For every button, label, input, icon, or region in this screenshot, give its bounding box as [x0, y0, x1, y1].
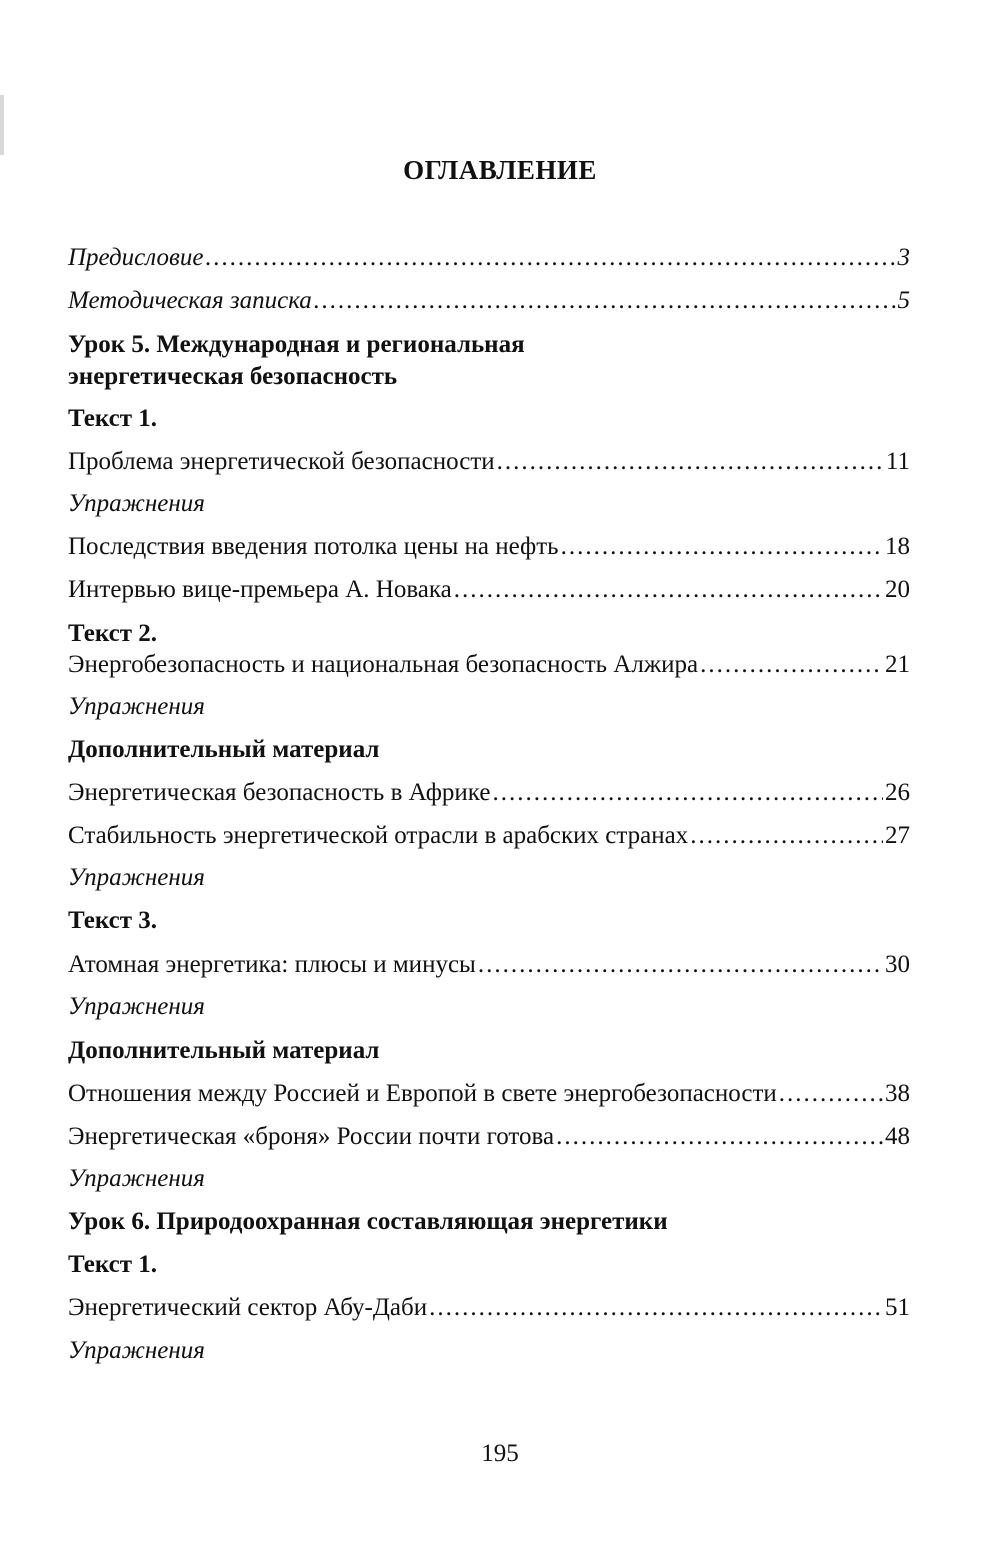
toc-entry: [68, 1293, 910, 1323]
toc-entry: [68, 243, 910, 273]
toc-entry-page: 30: [885, 951, 910, 978]
toc-entry-title: Стабильность энергетической отрасли в арабских странах: [68, 822, 689, 849]
toc-entry-page: 11: [885, 448, 910, 475]
toc-entry: [68, 532, 910, 562]
toc-subheading: Упражнения: [68, 1337, 205, 1364]
toc-entry-title: Атомная энергетика: плюсы и минусы: [68, 951, 476, 978]
toc-heading: Дополнительный материал: [68, 1037, 380, 1064]
toc-heading: энергетическая безопасность: [68, 363, 398, 390]
toc-heading: Дополнительный материал: [68, 736, 380, 763]
toc-title: ОГЛАВЛЕНИЕ: [403, 155, 597, 185]
toc-entry: [68, 1122, 910, 1152]
toc-subheading: Упражнения: [68, 864, 205, 891]
toc-subheading: Упражнения: [68, 993, 205, 1020]
toc-entry-page: 51: [885, 1294, 910, 1321]
toc-entry-title: Методическая записка: [68, 287, 312, 314]
toc-entry: [68, 650, 910, 680]
toc-entry-title: Проблема энергетической безопасности: [68, 448, 495, 475]
toc-entry-page: 48: [885, 1123, 910, 1150]
toc-entry-title: Предисловие: [68, 244, 204, 271]
toc-leader-dots: [779, 1079, 883, 1109]
toc-entry: [68, 447, 910, 477]
toc-entry: [68, 575, 910, 605]
toc-leader-dots: [478, 950, 883, 980]
toc-entry: [68, 1079, 910, 1109]
toc-entry-page: 20: [885, 576, 910, 603]
toc-entry: [68, 950, 910, 980]
toc-leader-dots: [561, 532, 883, 562]
toc-entry: [68, 778, 910, 808]
toc-heading: Текст 3.: [68, 907, 157, 934]
toc-entry-page: 18: [885, 533, 910, 560]
toc-subheading: Упражнения: [68, 693, 205, 720]
toc-leader-dots: [454, 575, 883, 605]
toc-leader-dots: [429, 1293, 883, 1323]
toc-leader-dots: [497, 447, 884, 477]
toc-subheading: Упражнения: [68, 1165, 205, 1192]
toc-subheading: Упражнения: [68, 490, 205, 517]
toc-leader-dots: [690, 821, 883, 851]
toc-entry-page: 38: [885, 1080, 910, 1107]
toc-leader-dots: [700, 650, 883, 680]
toc-heading: Текст 1.: [68, 405, 157, 432]
toc-entry-page: 27: [885, 822, 910, 849]
toc-heading: Урок 5. Международная и региональная: [68, 331, 525, 358]
toc-entry-title: Энергетическая «броня» России почти готова: [68, 1123, 555, 1150]
toc-entry-page: 5: [897, 287, 910, 314]
toc-leader-dots: [205, 243, 895, 273]
toc-entry-title: Отношения между Россией и Европой в свете энергобезопасности: [68, 1080, 777, 1107]
toc-entry-title: Энергетический сектор Абу-Даби: [68, 1294, 428, 1321]
toc-entry: [68, 821, 910, 851]
toc-heading: Текст 2.: [68, 620, 157, 647]
toc-leader-dots: [492, 778, 883, 808]
toc-leader-dots: [556, 1122, 883, 1152]
toc-entry-title: Энергетическая безопасность в Африке: [68, 779, 491, 806]
toc-entry-title: Последствия введения потолка цены на нефть: [68, 533, 559, 560]
toc-heading: Текст 1.: [68, 1251, 157, 1278]
toc-heading: Урок 6. Природоохранная составляющая энергетики: [68, 1208, 668, 1235]
toc-leader-dots: [314, 286, 896, 316]
toc-entry: [68, 286, 910, 316]
toc-entry-page: 3: [897, 244, 910, 271]
toc-entry-page: 21: [885, 651, 910, 678]
page-number: 195: [481, 1440, 519, 1467]
toc-entry-title: Энергобезопасность и национальная безопасность Алжира: [68, 651, 699, 678]
toc-entry-title: Интервью вице-премьера А. Новака: [68, 576, 452, 603]
toc-entry-page: 26: [885, 779, 910, 806]
